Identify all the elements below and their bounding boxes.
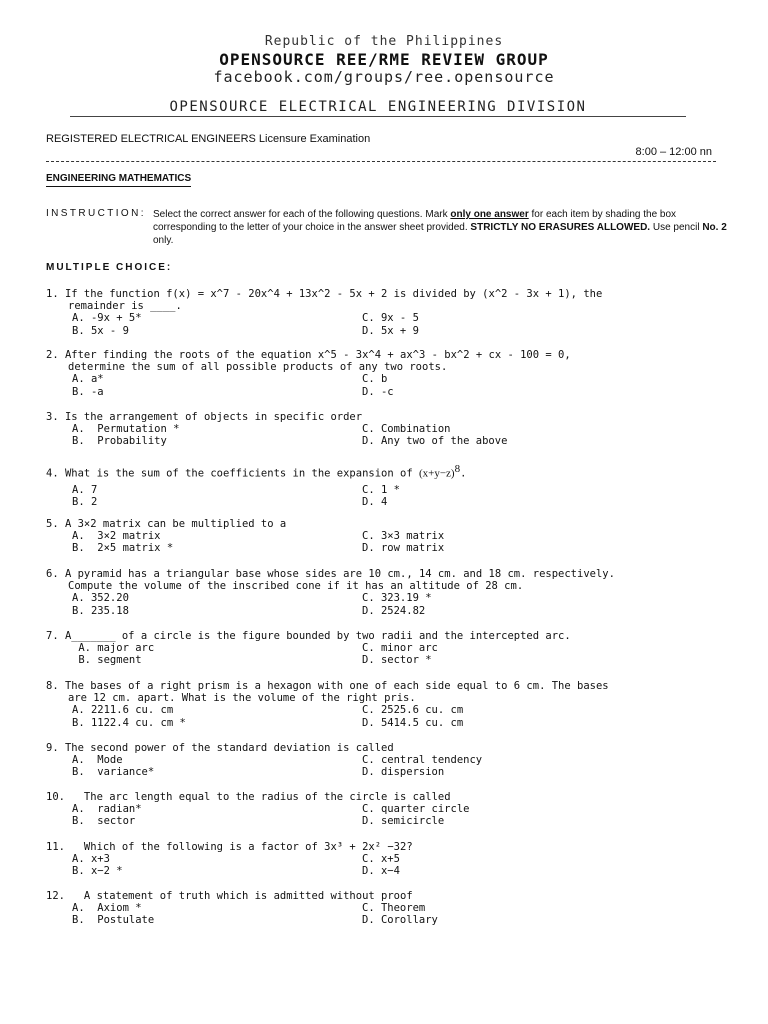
question-1 xyxy=(46,288,726,337)
option-d: D. semicircle xyxy=(362,815,445,828)
option-a: A. 352.20 xyxy=(72,592,129,605)
instruction-emphasis-3: No. 2 xyxy=(702,222,727,233)
header-division: OPENSOURCE ELECTRICAL ENGINEERING DIVISION xyxy=(70,99,686,117)
question-text xyxy=(46,463,726,480)
option-b: B. x−2 * xyxy=(72,865,123,878)
question-text: 11. Which of the following is a factor of 3x³ + 2x² −32? xyxy=(46,841,413,853)
option-d: D. row matrix xyxy=(362,542,445,555)
option-a: A. Permutation * xyxy=(72,423,180,436)
option-a: A. radian* xyxy=(72,803,142,816)
option-b: B. 5x - 9 xyxy=(72,324,129,337)
instruction-emphasis-2: STRICTLY NO ERASURES ALLOWED. xyxy=(470,222,651,233)
question-9 xyxy=(46,742,726,779)
option-d: D. x−4 xyxy=(362,865,400,878)
question-text: 8. The bases of a right prism is a hexagon with one of each side equal to 6 cm. The bases xyxy=(46,680,609,692)
question-text: 10. The arc length equal to the radius of the circle is called xyxy=(46,791,451,803)
option-c: C. Theorem xyxy=(362,902,426,915)
option-a: A. 7 xyxy=(72,483,98,496)
exam-time: 8:00 – 12:00 nn xyxy=(635,146,712,158)
option-c: C. minor arc xyxy=(362,642,438,655)
option-c: C. x+5 xyxy=(362,853,400,866)
option-d: D. Any two of the above xyxy=(362,435,508,448)
question-text: are 12 cm. apart. What is the volume of the right pris. xyxy=(68,692,416,705)
question-5 xyxy=(46,518,726,555)
question-text: 9. The second power of the standard deviation is called xyxy=(46,742,394,754)
option-a: A. major arc xyxy=(72,642,155,655)
question-7 xyxy=(46,630,726,667)
instruction-part-3: Use pencil xyxy=(650,222,703,233)
question-text: Compute the volume of the inscribed cone if it has an altitude of 28 cm. xyxy=(68,580,524,593)
option-c: C. central tendency xyxy=(362,754,483,767)
option-b: B. 2 xyxy=(72,495,98,508)
option-a: A. 2211.6 cu. cm xyxy=(72,704,174,717)
instruction-label: INSTRUCTION: xyxy=(46,208,146,219)
option-d: D. 2524.82 xyxy=(362,604,426,617)
question-text: 7. A_______ of a circle is the figure bounded by two radii and the intercepted arc. xyxy=(46,630,571,642)
option-d: D. sector * xyxy=(362,654,432,667)
option-c: C. 323.19 * xyxy=(362,592,432,605)
option-a: A. a* xyxy=(72,373,104,386)
question-formula-exponent: 8 xyxy=(454,463,461,475)
question-10 xyxy=(46,791,726,828)
question-formula-tail: . xyxy=(460,467,467,480)
instruction-part-1: Select the correct answer for each of the following questions. Mark xyxy=(153,209,451,220)
option-b: B. Probability xyxy=(72,435,167,448)
option-d: D. 4 xyxy=(362,495,388,508)
question-text: 2. After finding the roots of the equation x^5 - 3x^4 + ax^3 - bx^2 + cx - 100 = 0, xyxy=(46,349,571,361)
option-a: A. -9x + 5* xyxy=(72,312,142,325)
option-b: B. 2×5 matrix * xyxy=(72,542,174,555)
option-c: C. b xyxy=(362,373,388,386)
header-republic: Republic of the Philippines xyxy=(264,34,504,49)
question-text: 5. A 3×2 matrix can be multiplied to a xyxy=(46,518,287,530)
option-c: C. Combination xyxy=(362,423,451,436)
option-d: D. Corollary xyxy=(362,914,438,927)
option-c: C. 2525.6 cu. cm xyxy=(362,704,464,717)
question-11 xyxy=(46,841,726,878)
question-8 xyxy=(46,680,726,729)
exam-title: REGISTERED ELECTRICAL ENGINEERS Licensure Examination xyxy=(46,133,371,145)
instruction-part-4: only. xyxy=(153,235,174,246)
option-c: C. 9x - 5 xyxy=(362,312,419,325)
option-b: B. segment xyxy=(72,654,142,667)
option-b: B. Postulate xyxy=(72,914,155,927)
question-text: 3. Is the arrangement of objects in specific order xyxy=(46,411,363,423)
option-d: D. -c xyxy=(362,385,394,398)
question-3 xyxy=(46,411,726,448)
option-a: A. Mode xyxy=(72,754,123,767)
header-group-name: OPENSOURCE REE/RME REVIEW GROUP xyxy=(219,50,549,69)
question-text: 12. A statement of truth which is admitted without proof xyxy=(46,890,413,902)
option-a: A. Axiom * xyxy=(72,902,142,915)
option-b: B. sector xyxy=(72,815,136,828)
option-a: A. 3×2 matrix xyxy=(72,530,161,543)
option-a: A. x+3 xyxy=(72,853,110,866)
option-d: D. 5414.5 cu. cm xyxy=(362,716,464,729)
section-label: MULTIPLE CHOICE: xyxy=(46,262,173,273)
option-b: B. 235.18 xyxy=(72,604,129,617)
dashed-divider xyxy=(46,161,716,162)
option-b: B. -a xyxy=(72,385,104,398)
question-2 xyxy=(46,349,726,398)
question-formula: (x+y−z) xyxy=(418,467,455,480)
option-b: B. variance* xyxy=(72,766,155,779)
question-12 xyxy=(46,890,726,927)
option-b: B. 1122.4 cu. cm * xyxy=(72,716,186,729)
question-text: remainder is ____. xyxy=(68,300,182,313)
question-6 xyxy=(46,568,726,617)
option-d: D. 5x + 9 xyxy=(362,324,419,337)
question-text: 6. A pyramid has a triangular base whose sides are 10 cm., 14 cm. and 18 cm. respectively. xyxy=(46,568,615,580)
option-d: D. dispersion xyxy=(362,766,445,779)
subject-title: ENGINEERING MATHEMATICS xyxy=(46,173,191,187)
question-text: 1. If the function f(x) = x^7 - 20x^4 + 13x^2 - 5x + 2 is divided by (x^2 - 3x + 1), the xyxy=(46,288,603,300)
option-c: C. 1 * xyxy=(362,483,400,496)
instruction-text xyxy=(153,208,728,247)
header-facebook-url: facebook.com/groups/ree.opensource xyxy=(213,68,555,86)
instruction-part-2: for each item by shading the box corresponding to the letter of your choice in the answer sheet provided. xyxy=(153,209,677,233)
instruction-emphasis-1: only one answer xyxy=(450,209,529,220)
question-text: determine the sum of all possible products of any two roots. xyxy=(68,361,448,374)
option-c: C. 3×3 matrix xyxy=(362,530,445,543)
option-c: C. quarter circle xyxy=(362,803,470,816)
question-text-body: 4. What is the sum of the coefficients in the expansion of xyxy=(46,467,419,480)
question-4 xyxy=(46,463,726,508)
